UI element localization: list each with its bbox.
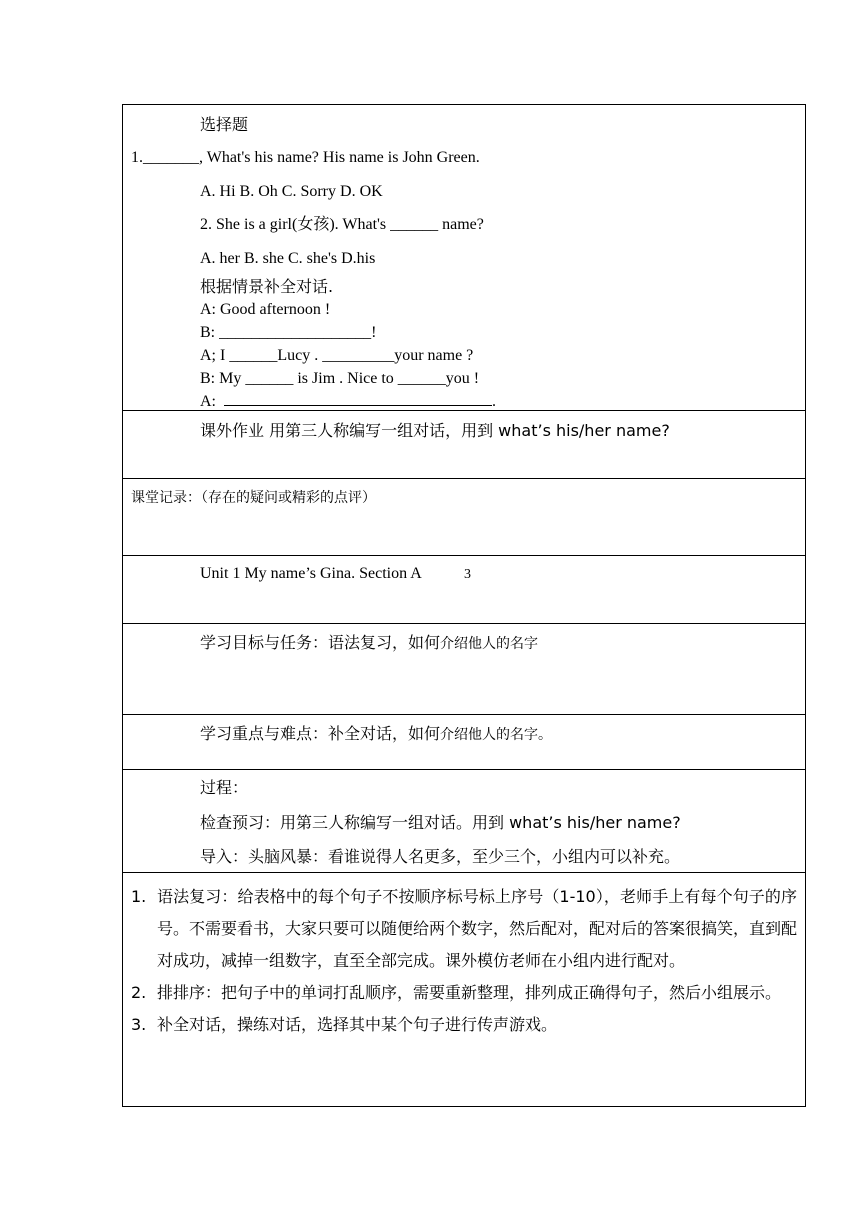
steps-row	[123, 873, 805, 1107]
choice-title: 选择题	[200, 115, 249, 134]
answer-blank	[224, 391, 492, 406]
unit-title: Unit 1 My name’s Gina. Section A	[200, 565, 422, 582]
goal-row	[123, 624, 805, 715]
step-number: 2.	[131, 983, 147, 1002]
dialog-line-5-suffix: .	[492, 393, 496, 410]
step-text: 排排序：把句子中的单词打乱顺序，需要重新整理，排列成正确得句子，然后小组展示。	[157, 983, 782, 1002]
learning-goal-label: 学习目标与任务：语法复习，如何	[200, 633, 441, 652]
steps-list	[131, 881, 797, 1041]
step-text: 语法复习：给表格中的每个句子不按顺序标号标上序号（1-10），老师手上有每个句子的序号。不需要看书，大家只要可以随便给两个数字，然后配对，配对后的答案很搞笑，直到配对成功，减掉一组数字，直至全部完成。课外模仿老师在小组内进行配对。	[157, 887, 798, 970]
key-points-label: 学习重点与难点：补全对话，如何	[200, 724, 441, 743]
focus-row	[123, 715, 805, 770]
step-item	[131, 977, 797, 1009]
learning-goal-rest: 介绍他人的名字	[440, 636, 539, 652]
key-points-rest: 介绍他人的名字。	[440, 727, 553, 743]
lesson-plan-table	[122, 104, 806, 1107]
dialog-line-1: A: Good afternoon !	[200, 301, 331, 318]
step-number: 1.	[131, 887, 147, 906]
dialog-line-3: A; I ______Lucy . _________your name ?	[200, 347, 474, 364]
key-points	[200, 724, 552, 745]
process-title: 过程：	[200, 778, 249, 797]
step-item	[131, 881, 797, 977]
process-check: 检查预习：用第三人称编写一组对话。用到 what’s his/her name?	[200, 813, 681, 832]
exercise-row	[123, 105, 805, 411]
process-intro: 导入：头脑风暴：看谁说得人名更多，至少三个，小组内可以补充。	[200, 847, 681, 866]
step-number: 3.	[131, 1015, 147, 1034]
dialog-line-5	[200, 391, 496, 412]
dialog-line-4: B: My ______ is Jim . Nice to ______you !	[200, 370, 480, 387]
process-row	[123, 770, 805, 873]
dialog-line-2: B: ___________________!	[200, 324, 377, 341]
question-1: 1._______, What's his name? His name is John Green.	[131, 149, 480, 166]
step-item	[131, 1009, 797, 1041]
section-number: 3	[464, 567, 471, 582]
unit-row	[123, 556, 805, 624]
question-2: 2. She is a girl(女孩). What's ______ name?	[200, 216, 484, 233]
class-notes-label: 课堂记录：（存在的疑问或精彩的点评）	[131, 490, 376, 506]
learning-goal	[200, 633, 538, 654]
dialog-title: 根据情景补全对话.	[200, 277, 334, 296]
dialog-line-5-prefix: A:	[200, 393, 216, 410]
step-text: 补全对话，操练对话，选择其中某个句子进行传声游戏。	[157, 1015, 558, 1034]
notes-row	[123, 479, 805, 556]
homework-text: 课外作业 用第三人称编写一组对话，用到 what’s his/her name?	[200, 421, 670, 440]
homework-row	[123, 411, 805, 479]
question-1-options: A. Hi B. Oh C. Sorry D. OK	[200, 183, 383, 200]
question-2-options: A. her B. she C. she's D.his	[200, 250, 376, 267]
